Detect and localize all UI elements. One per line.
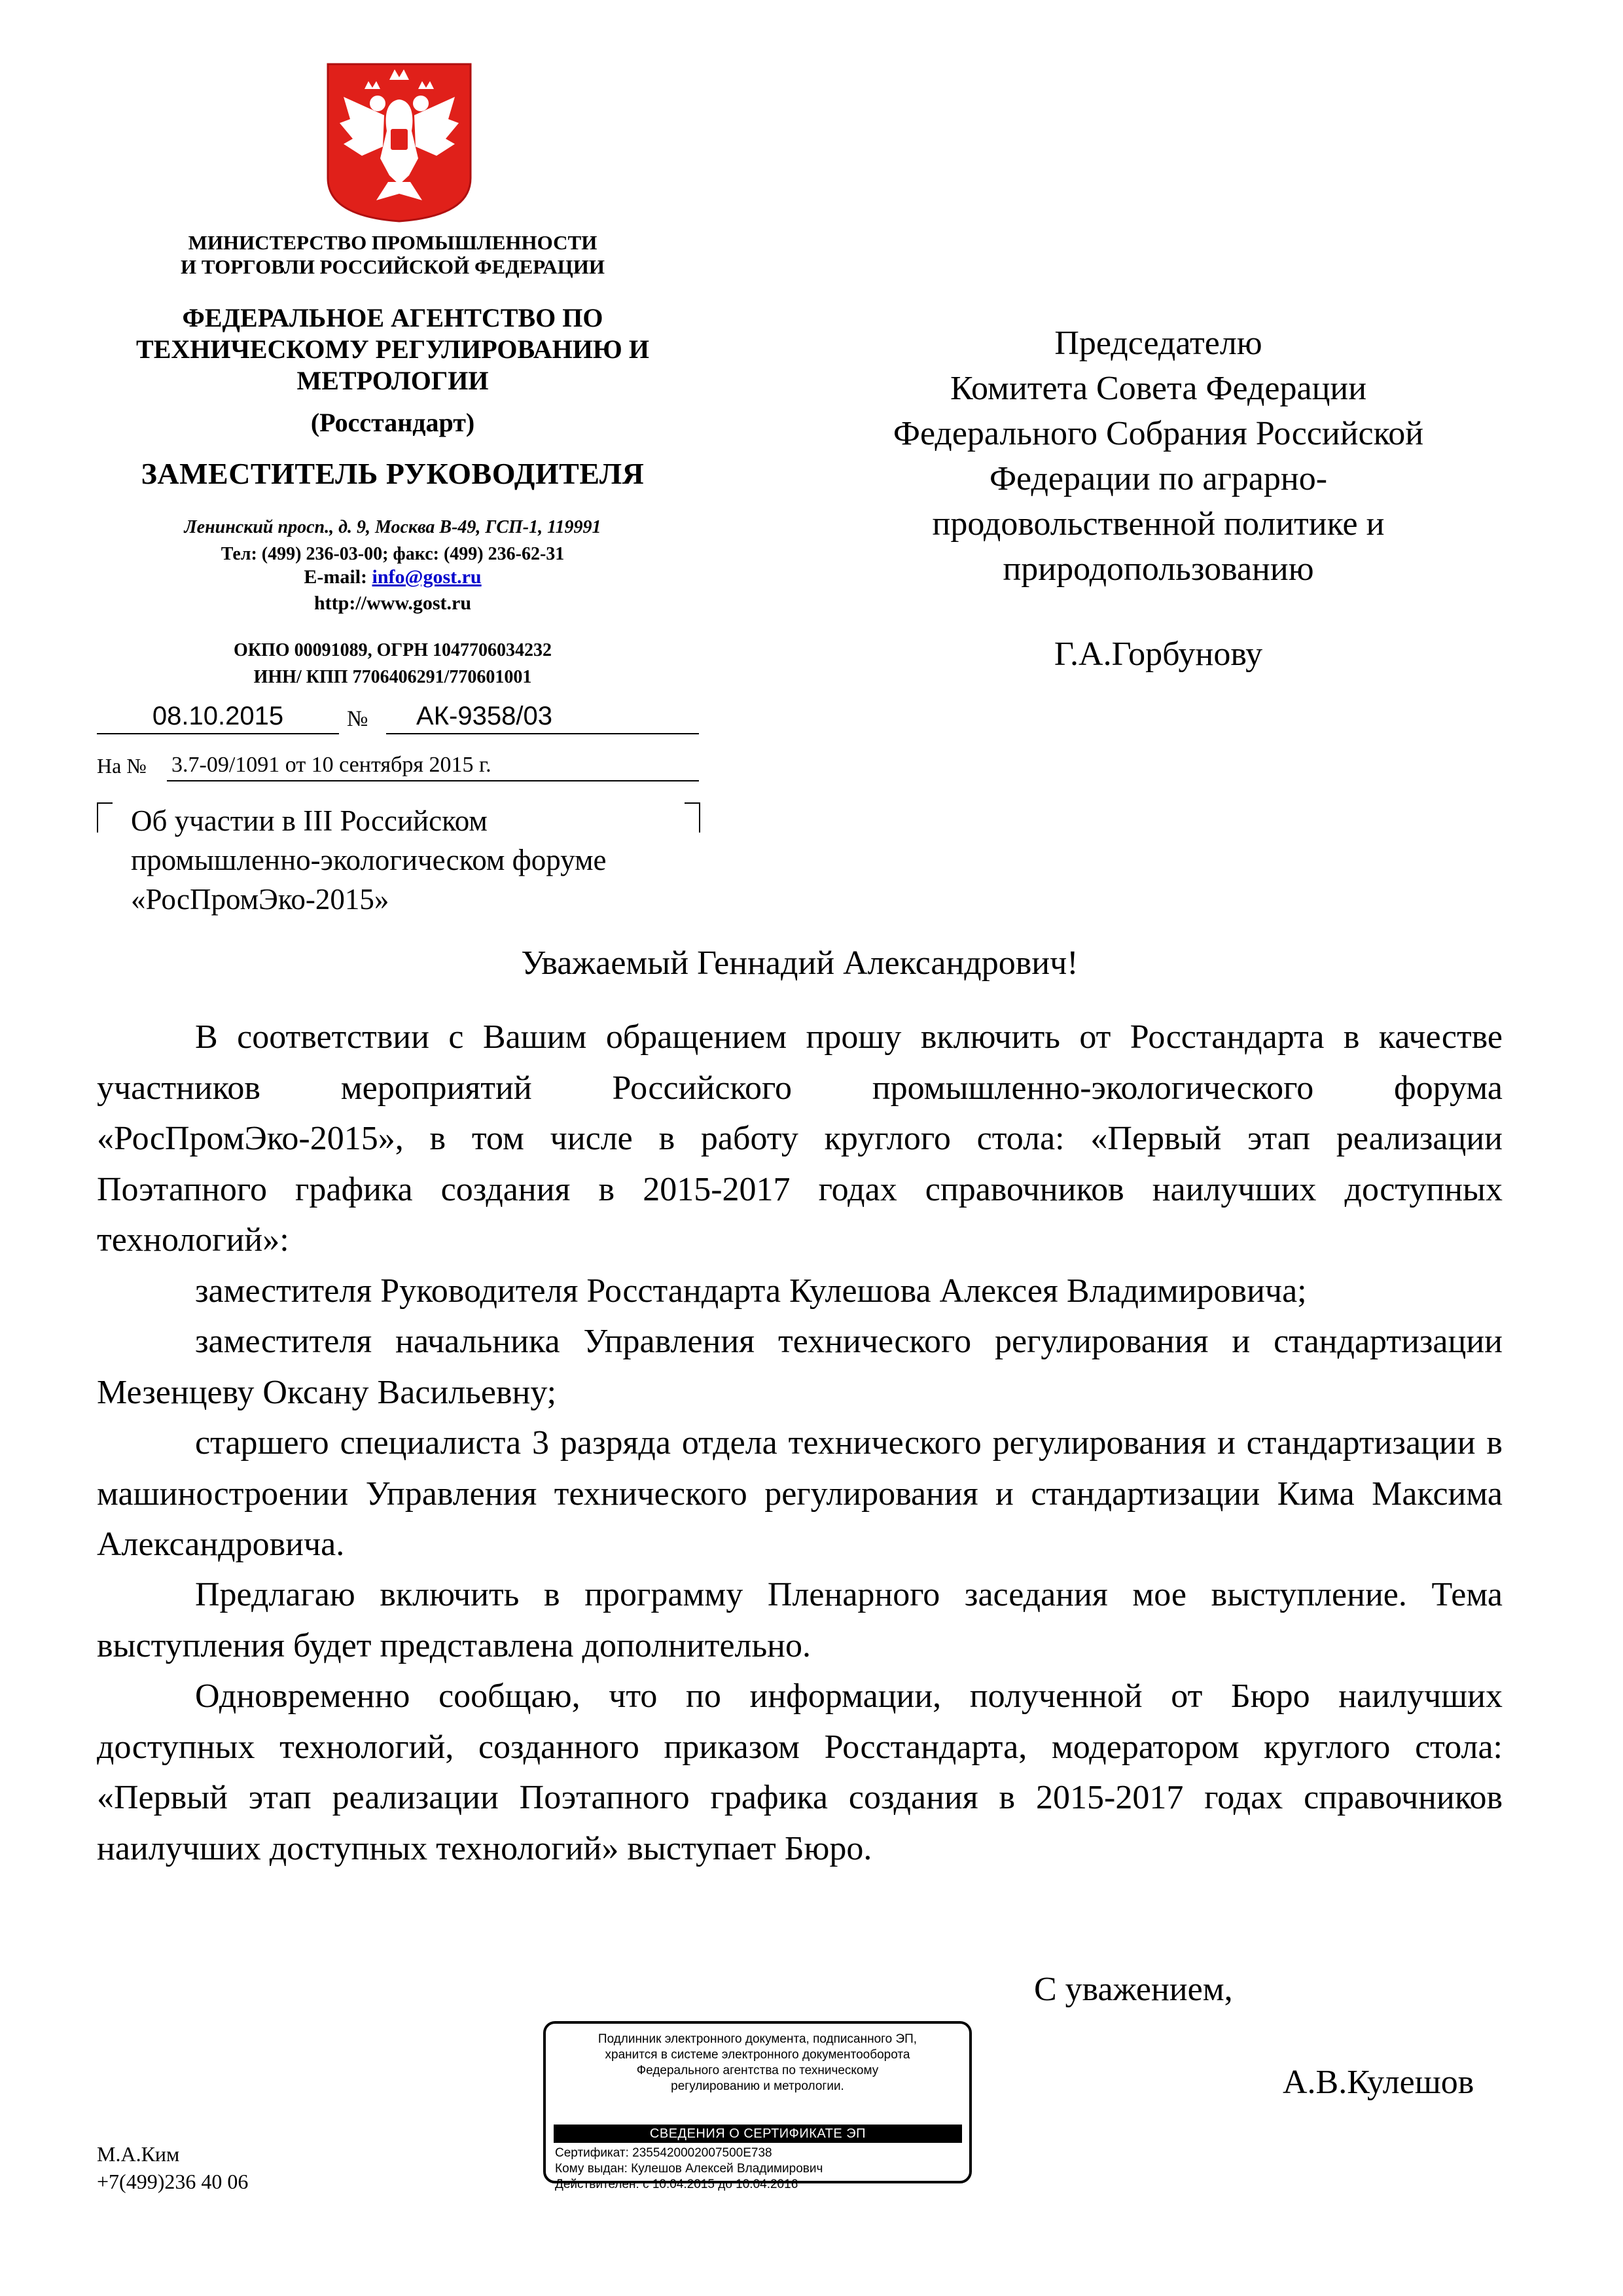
russian-coat-of-arms-icon <box>324 60 474 224</box>
codes-line: ОКПО 00091089, ОГРН 1047706034232 <box>233 640 552 660</box>
participant-item: старшего специалиста 3 разряда отдела технического регулирования и стандартизации в машиностроении Управления технического регулирования и стандартизации Кима Максима Александровича. <box>97 1424 1503 1563</box>
addressee-line: продовольственной политике и <box>932 505 1385 543</box>
codes-line: ИНН/ КПП 7706406291/770601001 <box>253 666 532 687</box>
number-sign: № <box>347 707 368 731</box>
email-label: E-mail: <box>304 566 372 588</box>
closing-regards: С уважением, <box>1034 1971 1233 2008</box>
addressee-line: Комитета Совета Федерации <box>950 370 1367 407</box>
subject-line: Об участии в III Российском <box>131 804 488 837</box>
executor-phone: +7(499)236 40 06 <box>97 2170 249 2193</box>
address-line: Ленинский просп., д. 9, Москва В-49, ГСП-1, 119991 <box>184 517 601 537</box>
addressee-line: Председателю <box>1054 325 1262 362</box>
stamp-certificate-owner: Кому выдан: Кулешов Алексей Владимирович <box>555 2162 823 2176</box>
stamp-certificate-header: СВЕДЕНИЯ О СЕРТИФИКАТЕ ЭП <box>554 2125 962 2143</box>
body-paragraph: Одновременно сообщаю, что по информации, полученной от Бюро наилучших доступных технологий, созданного приказом Росстандарта, модератором круглого стола: «Первый этап реализации Поэтапного графика создания в 2015-2017 годах справочников наилучших доступных технологий» выступает Бюро. <box>97 1677 1503 1867</box>
addressee-line: Федерального Собрания Российской <box>893 415 1424 452</box>
position-title: ЗАМЕСТИТЕЛЬ РУКОВОДИТЕЛЯ <box>141 457 645 490</box>
email-line <box>88 565 697 589</box>
body-paragraph: Предлагаю включить в программу Пленарного заседания мое выступление. Тема выступления будет представлена дополнительно. <box>97 1576 1503 1664</box>
registration-codes <box>88 637 697 691</box>
stamp-line: хранится в системе электронного документооборота <box>605 2048 910 2062</box>
subject-corner-left <box>97 802 113 833</box>
addressee-name: Г.А.Горбунову <box>1054 636 1263 673</box>
subject-line: промышленно-экологическом форуме <box>131 844 607 876</box>
outgoing-date: 08.10.2015 <box>152 702 284 730</box>
phone-line: Тел: (499) 236-03-00; факс: (499) 236-62-31 <box>221 543 565 564</box>
reference-number: 3.7-09/1091 от 10 сентября 2015 г. <box>171 753 491 777</box>
agency-address <box>88 514 697 567</box>
reference-label: На № <box>97 754 147 778</box>
ministry-line: МИНИСТЕРСТВО ПРОМЫШЛЕННОСТИ <box>188 231 597 254</box>
stamp-line: Подлинник электронного документа, подписанного ЭП, <box>597 2032 918 2046</box>
participant-item: заместителя Руководителя Росстандарта Кулешова Алексея Владимировича; <box>195 1272 1307 1310</box>
executor-name: М.А.Ким <box>97 2142 180 2166</box>
signer-name: А.В.Кулешов <box>1283 2064 1474 2101</box>
agency-short-name: (Росстандарт) <box>310 408 475 437</box>
outgoing-number: АК-9358/03 <box>416 702 552 730</box>
agency-line: ФЕДЕРАЛЬНОЕ АГЕНТСТВО ПО <box>182 303 603 332</box>
addressee-block <box>844 321 1472 592</box>
participant-item: заместителя начальника Управления технического регулирования и стандартизации Мезенцеву Оксану Васильевну; <box>97 1323 1503 1411</box>
ministry-line: И ТОРГОВЛИ РОССИЙСКОЙ ФЕДЕРАЦИИ <box>180 255 605 279</box>
stamp-notice <box>552 2032 963 2094</box>
website-link[interactable]: http://www.gost.ru <box>313 592 471 614</box>
agency-name <box>88 302 697 397</box>
electronic-signature-stamp <box>543 2021 972 2191</box>
subject-line: «РосПромЭко-2015» <box>131 883 389 916</box>
stamp-certificate-validity: Действителен: с 10.04.2015 до 10.04.2016 <box>555 2178 798 2191</box>
stamp-certificate-number: Сертификат: 2355420002007500E738 <box>555 2146 772 2160</box>
agency-line: ТЕХНИЧЕСКОМУ РЕГУЛИРОВАНИЮ И <box>136 334 649 364</box>
agency-line: МЕТРОЛОГИИ <box>296 366 489 395</box>
body-paragraph: В соответствии с Вашим обращением прошу включить от Росстандарта в качестве участников мероприятий Российского промышленно-экологического форума «РосПромЭко-2015», в том числе в работу круглого стола: «Первый этап реализации Поэтапного графика создания в 2015-2017 годах справочников наилучших доступных технологий»: <box>97 1018 1503 1259</box>
stamp-line: Федерального агентства по техническому <box>636 2064 879 2077</box>
email-link[interactable]: info@gost.ru <box>372 566 482 588</box>
subject-corner-right <box>685 802 700 833</box>
executor-info <box>97 2140 248 2195</box>
ministry-name <box>88 230 697 279</box>
addressee-line: природопользованию <box>1003 550 1314 588</box>
stamp-line: регулированию и метрологии. <box>671 2079 844 2093</box>
addressee-line: Федерации по аграрно- <box>989 460 1328 497</box>
salutation: Уважаемый Геннадий Александрович! <box>521 944 1079 982</box>
letter-subject <box>131 801 607 919</box>
